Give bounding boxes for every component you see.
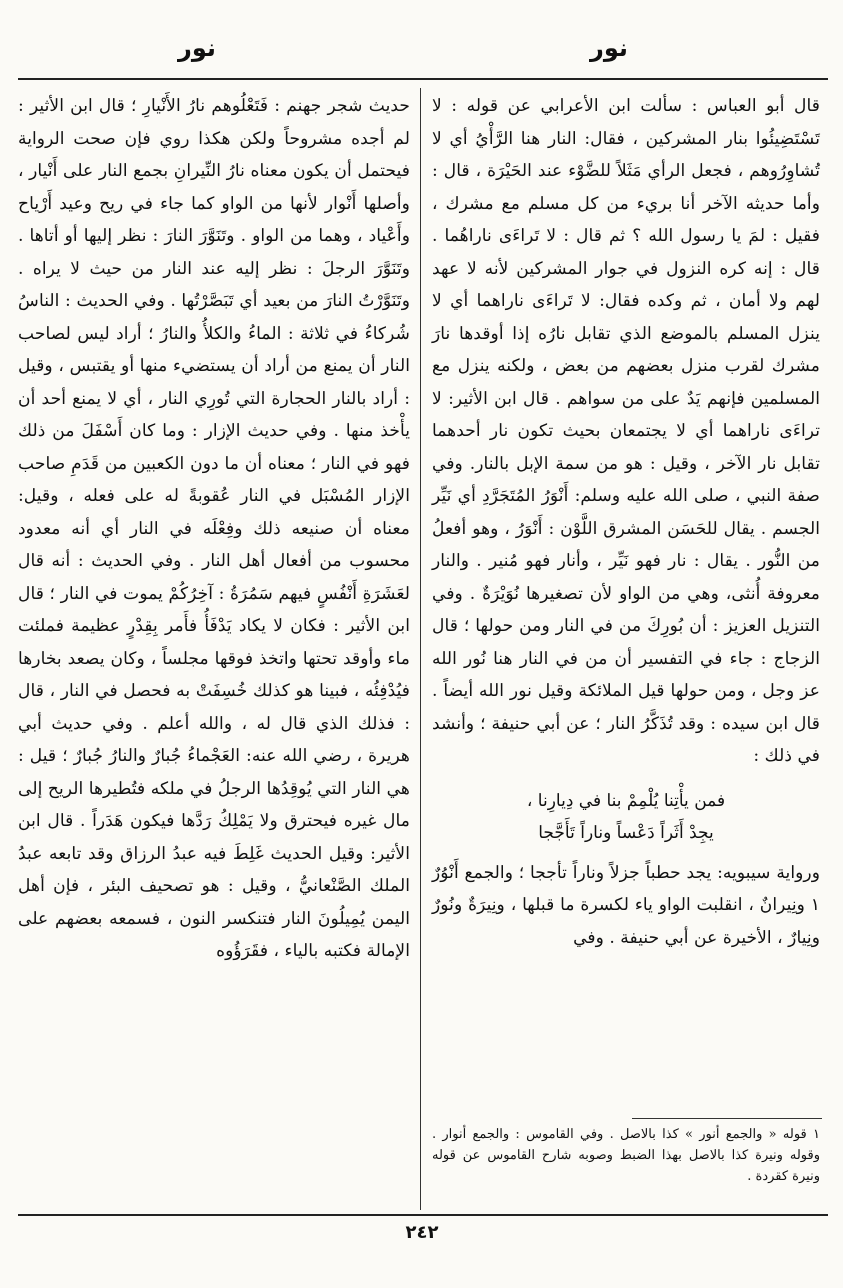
- left-column: [18, 90, 410, 968]
- right-column-text: قال أبو العباس : سألت ابن الأعرابي عن قوله : لا تَسْتَضِيئُوا بنار المشركين ، فقال: النار هنا الرَّأْيُ أي لا تُشاوِرُوهم ، فجعل الرأي مَثَلاً للضَّوْء عند الحَيْرَة ، قال : وأما حديثه الآخر أنا بريء من كل مسلم مع مشرك ، فقيل : لمَ يا رسول الله ؟ ثم قال : لا تَراءَى ناراهُما . قال : إنه كره النزول في جوار المشركين لأنه لا عهد لهم ولا أمان ، ثم وكده فقال: لا تَراءَى ناراهما أي لا ينزل المسلم بالموضع الذي تقابل نارُه إذا أوقدها نارَ مشرك لقرب منزل بعضهم من بعض ، ولكنه ينزل مع المسلمين فإنهم يَدٌ على من سواهم . قال ابن الأثير: لا تراءَى ناراهما أي لا يجتمعان بحيث تكون نار أحدهما تقابل نار الآخر ، وقيل : هو من سمة الإبل بالنار. وفي صفة النبي ، صلى الله عليه وسلم: أَنْوَرُ المُتَجَرَّدِ أي نَيِّر الجسم . يقال للحَسَن المشرق اللَّوْن : أَنْوَرُ ، وهو أفعلُ من النُّور . يقال : نار فهو نَيِّر ، وأنار فهو مُنير . والنار معروفة أُنثى، وهي من الواو لأن تصغيرها نُوَيْرَةٌ . وفي التنزيل العزيز : أن بُورِكَ من في النار ومن حولها ؛ قال الزجاج : جاء في التفسير أن من في النار هنا نُور الله عز وجل ، ومن حولها قيل الملائكة وقيل نور الله أيضاً . قال ابن سيده : وقد تُذَكَّرُ النار ؛ عن أبي حنيفة ؛ وأنشد في ذلك :: [432, 96, 820, 766]
- right-column-text-after: ورواية سيبويه: يجد حطباً جزلاً وناراً تأججا ؛ والجمع أَنْوُرٌ ١ ونِيرانٌ ، انقلبت الواو ياء لكسرة ما قبلها ، ونِيرَةٌ ونُورٌ ونِيارٌ ، الأخيرة عن أبي حنيفة . وفي: [432, 862, 820, 948]
- footnote: ١ قوله « والجمع أنور » كذا بالاصل . وفي القاموس : والجمع أنوار . وقوله ونيرة كذا بالاصل بهذا الضبط وصوبه شارح القاموس عن قوله ونيرة كقردة .: [432, 1127, 820, 1184]
- page-number: ٢٤٢: [405, 1222, 439, 1243]
- column-divider: [420, 88, 421, 1210]
- poem-verse: [432, 785, 820, 849]
- left-column-text: حديث شجر جهنم : فَتَعْلُوهم نارُ الأَنْيارِ ؛ قال ابن الأثير : لم أجده مشروحاً ولكن هكذا روي فإن صحت الرواية فيحتمل أن يكون معناه نارُ النِّيرانِ بجمع النار على أَنْيار ، وأصلها أَنْوار لأنها من الواو كما جاء في ريح وعيد أَرْياح وأَعْياد ، وهما من الواو . وتَنَوَّرَ النارَ : نظر إليها أو أتاها . وتَنَوَّرَ الرجلَ : نظر إليه عند النار من حيث لا يراه . وتَنَوَّرْتُ النارَ من بعيد أي تَبَصَّرْتُها . وفي الحديث : الناسُ شُركاءُ في ثلاثة : الماءُ والكلأُ والنارُ ؛ أراد ليس لصاحب النار أن يمنع من أراد أن يستضيء منها أو يقتبس ، وقيل : أراد بالنار الحجارة التي تُورِي النار ، أي لا يمنع أحد أن يأْخذ منها . وفي حديث الإزار : وما كان أَسْفَلَ من ذلك فهو في النار ؛ معناه أن ما دون الكعبين من قَدَمِ صاحب الإزار المُسْبَل في النار عُقوبةً له على فعله ، وقيل: معناه أن صنيعه ذلك وفِعْلَه في النار أي أنه معدود محسوب من أفعال أهل النار . وفي الحديث : أنه قال لعَشَرَةِ أَنْفُسٍ فيهم سَمُرَةُ : آخِرُكُمْ يموت في النار ؛ قال ابن الأثير : فكان لا يكاد يَدْفَأُ فأَمر بِقِدْرٍ عظيمة فملئت ماء وأوقد تحتها واتخذ فوقها مجلساً ، وكان يصعد بخارها فيُدْفِئُه ، فبينا هو كذلك خُسِفَتْ به فحصل في النار ، قال : فذلك الذي قال له ، والله أعلم . وفي حديث أبي هريرة ، رضي الله عنه: العَجْماءُ جُبارٌ والنارُ جُبارٌ ؛ قيل : هي النار التي يُوقِدُها الرجلُ في ملكه فتُطيرها الريح إلى مال غيره فيحترق ولا يَمْلِكُ رَدَّها فيكون هَدَراً . قال ابن الأثير: وقيل الحديث غَلِطَ فيه عبدُ الرزاق وقد تابعه عبدُ الملك الصَّنْعانيُّ ، وقيل : هو تصحيف البئر ، فإن أهل اليمن يُمِيلُونَ النار فتنكسر النون ، فسمعه بعضهم على الإمالة فكتبه بالياء ، فقَرَؤُوه: [18, 96, 410, 961]
- header-left-word: نور: [178, 34, 216, 62]
- header-right-word: نور: [590, 34, 628, 62]
- verse-line-2: يجِدْ أَثَراً دَعْساً وناراً تَأَجَّجا: [538, 822, 714, 843]
- bottom-rule: [18, 1214, 828, 1216]
- right-column: [432, 90, 820, 954]
- top-rule: [18, 78, 828, 80]
- footnote-rule: [632, 1118, 822, 1119]
- verse-line-1: فمن يأْتِنا يُلْمِمْ بنا في دِيارِنا ،: [526, 790, 726, 811]
